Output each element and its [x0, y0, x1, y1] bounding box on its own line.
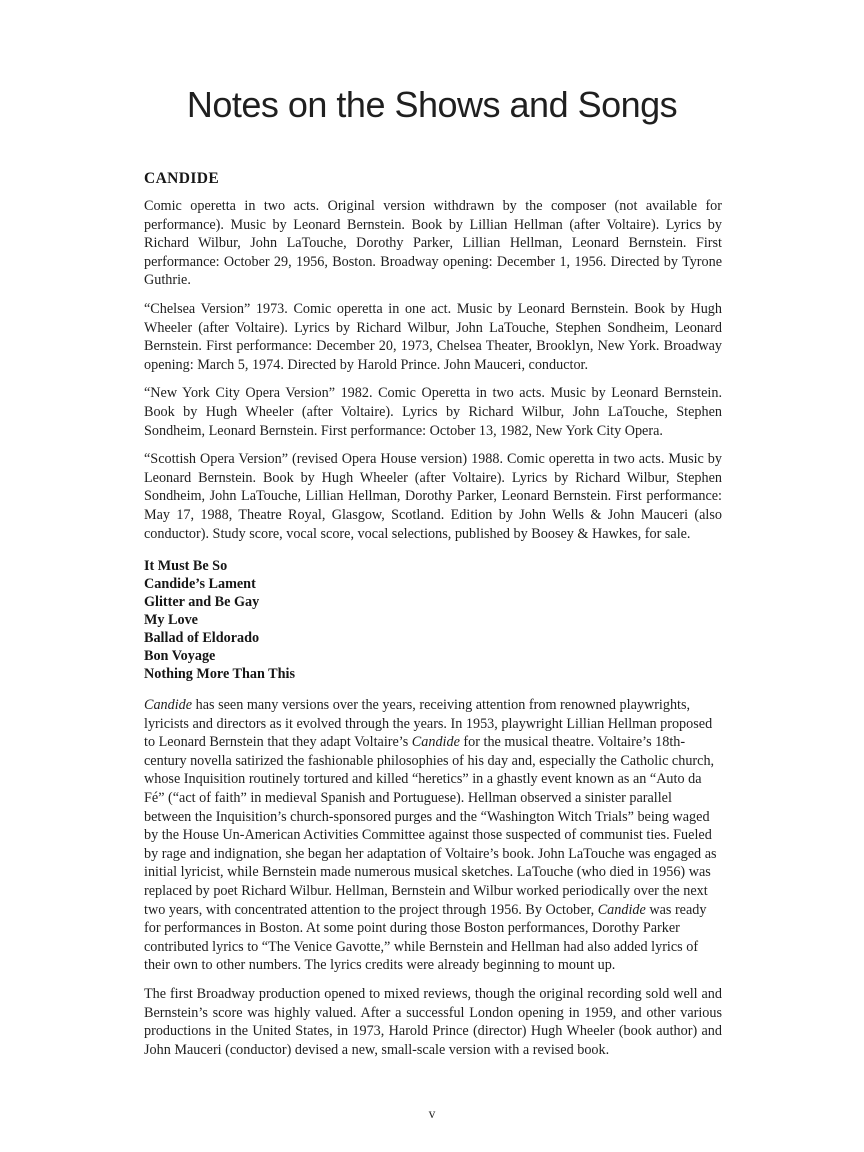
paragraph-chelsea-version: “Chelsea Version” 1973. Comic operetta in one act. Music by Leonard Bernstein. Book by Hugh Wheeler (after Voltaire). Lyrics by Richard Wilbur, John LaTouche, Stephen Sondheim, Leonard Bernstein. First performance: December 20, 1973, Chelsea Theater, Brooklyn, New York. Broadway opening: March 5, 1974. Directed by Harold Prince. John Mauceri, conductor. [144, 300, 722, 373]
paragraph-nyc-opera-version: “New York City Opera Version” 1982. Comic Operetta in two acts. Music by Leonard Bernstein. Book by Hugh Wheeler (after Voltaire). Lyrics by Richard Wilbur, John LaTouche, Stephen Sondheim, Leonard Bernstein. First performance: October 13, 1982, New York City Opera. [144, 385, 722, 439]
song-title: Nothing More Than This [144, 666, 295, 683]
page-number: v [428, 1106, 436, 1121]
text-run: for the musical theatre. Voltaire’s 18th-century novella satirized the fashionable philosophies of his day and, especially the Catholic church, whose Inquisition routinely tortured and killed “heretics” in a ghastly event known as an “Auto da Fé” (“act of faith” in medieval Spanish and Portuguese). Hellman observed a sinister parallel between the Inquisition’s church-sponsored purges and the “Washington Witch Trials” being waged by the House Un-American Activities Committee against those suspected of communist ties. Fueled by rage and indignation, she began her adaptation of Voltaire’s book. John LaTouche was engaged as initial lyricist, while Bernstein made numerous musical sketches. LaTouche (who died in 1956) was replaced by poet Richard Wilbur. Hellman, Bernstein and Wilbur worked periodically over the next two years, with concentrated attention to the project through 1956. By October, [144, 734, 717, 918]
show-name-italic: Candide [144, 697, 193, 714]
page-title: Notes on the Shows and Songs [186, 84, 678, 125]
paragraph-scottish-opera-version: “Scottish Opera Version” (revised Opera House version) 1988. Comic operetta in two acts. Music by Leonard Bernstein. Book by Hugh Wheeler (after Voltaire). Lyrics by Richard Wilbur, Stephen Sondheim, John LaTouche, Lillian Hellman, Dorothy Parker, Leonard Bernstein. First performance: May 17, 1988, Theatre Royal, Glasgow, Scotland. Edition by John Wells & John Mauceri (also conductor). Study score, vocal score, vocal selections, published by Boosey & Hawkes, for sale. [144, 451, 722, 542]
text-run: has seen many versions over the years, receiving attention from renowned playwrights, lyricists and directors as it evolved through the years. In 1953, playwright Lillian Hellman proposed to Leonard Bernstein that they adapt Voltaire’s [144, 697, 713, 751]
show-name-italic: Candide [411, 734, 460, 751]
content-column [144, 170, 722, 1059]
text-run: was ready for performances in Boston. At some point during those Boston performances, Dorothy Parker contributed lyrics to “The Venice Gavotte,” while Bernstein and Hellman had also added lyrics of their own to other numbers. The lyrics credits were already beginning to mount up. [144, 901, 707, 974]
paragraph-history [144, 696, 722, 975]
song-list [144, 557, 722, 683]
song-title: My Love [144, 612, 198, 629]
song-title: It Must Be So [144, 558, 228, 575]
song-title: Candide’s Lament [144, 576, 256, 593]
song-title: Glitter and Be Gay [144, 594, 260, 611]
song-title: Ballad of Eldorado [144, 630, 260, 647]
show-heading: CANDIDE [144, 170, 220, 187]
paragraph-original-version: Comic operetta in two acts. Original version withdrawn by the composer (not available for performance). Music by Leonard Bernstein. Book by Lillian Hellman (after Voltaire). Lyrics by Richard Wilbur, John LaTouche, Dorothy Parker, Lillian Hellman, Leonard Bernstein. First performance: October 29, 1956, Boston. Broadway opening: December 1, 1956. Directed by Tyrone Guthrie. [144, 198, 722, 289]
paragraph-broadway-production: The first Broadway production opened to mixed reviews, though the original recording sold well and Bernstein’s score was highly valued. After a successful London opening in 1959, and other various productions in the United States, in 1973, Harold Prince (director) Hugh Wheeler (book author) and John Mauceri (conductor) devised a new, small-scale version with a revised book. [144, 986, 722, 1058]
song-title: Bon Voyage [144, 648, 216, 665]
show-name-italic: Candide [597, 901, 646, 918]
